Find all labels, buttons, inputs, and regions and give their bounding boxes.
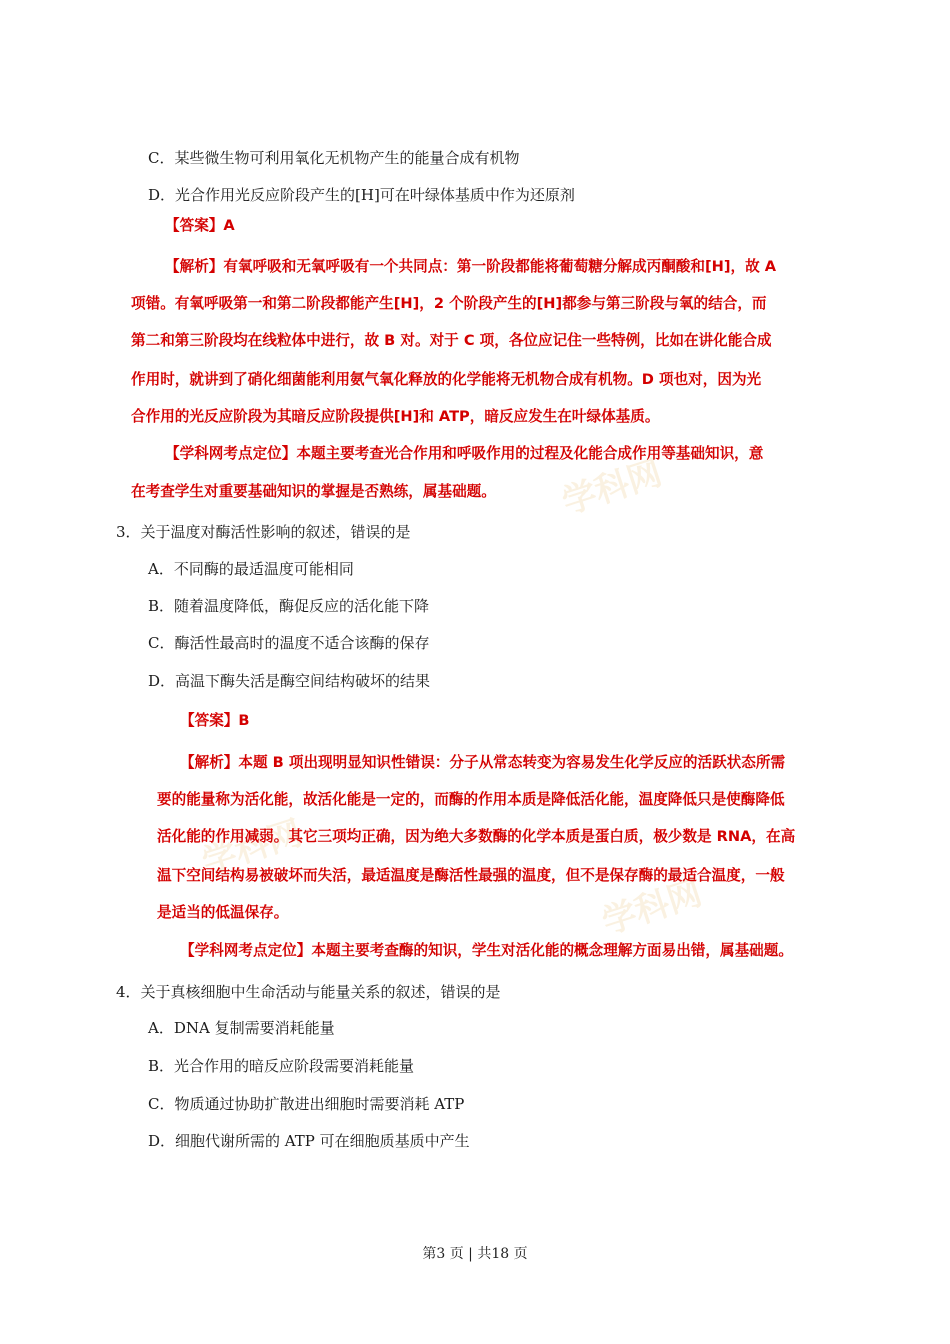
option-b: B．光合作用的暗反应阶段需要消耗能量 <box>148 1057 415 1075</box>
explanation-text: 本题 B 项出现明显知识性错误：分子从常态转变为容易发生化学反应的活跃状态所需 <box>238 754 786 771</box>
option-a: A．DNA 复制需要消耗能量 <box>148 1019 335 1037</box>
answer-value: B <box>238 712 250 729</box>
page-footer: 第3 页 | 共18 页 <box>422 1246 528 1262</box>
explanation-text: 有氧呼吸和无氧呼吸有一个共同点：第一阶段都能将葡萄糖分解成丙酮酸和[H]，故 A <box>223 258 777 275</box>
explanation-line: 活化能的作用减弱。其它三项均正确，因为绝大多数酶的化学本质是蛋白质，极少数是 RNA，在高 <box>157 828 796 845</box>
answer-tag: 【答案】 <box>180 712 239 729</box>
watermark: 学科网 <box>557 453 667 523</box>
option-c: C．某些微生物可利用氧化无机物产生的能量合成有机物 <box>148 149 520 167</box>
question-stem: 4．关于真核细胞中生命活动与能量关系的叙述，错误的是 <box>116 983 501 1001</box>
question-stem: 3．关于温度对酶活性影响的叙述，错误的是 <box>116 523 411 541</box>
option-d: D．细胞代谢所需的 ATP 可在细胞质基质中产生 <box>148 1132 470 1150</box>
option-d: D．光合作用光反应阶段产生的[H]可在叶绿体基质中作为还原剂 <box>148 186 575 204</box>
explanation-line: 是适当的低温保存。 <box>157 904 289 921</box>
explanation-line: 作用时，就讲到了硝化细菌能利用氨气氧化释放的化学能将无机物合成有机物。D 项也对，因为光 <box>131 371 762 388</box>
explanation-line <box>180 753 785 773</box>
focus-line: 在考查学生对重要基础知识的掌握是否熟练，属基础题。 <box>131 483 496 500</box>
focus-line <box>180 941 793 961</box>
option-b: B．随着温度降低，酶促反应的活化能下降 <box>148 597 430 615</box>
option-c: C．酶活性最高时的温度不适合该酶的保存 <box>148 634 430 652</box>
watermark: 学科网 <box>197 813 307 883</box>
explanation-tag: 【解析】 <box>180 754 239 771</box>
option-c: C．物质通过协助扩散进出细胞时需要消耗 ATP <box>148 1095 465 1113</box>
focus-text: 本题主要考查光合作用和呼吸作用的过程及化能合成作用等基础知识，意 <box>296 445 764 462</box>
answer-line <box>180 711 250 731</box>
focus-tag: 【学科网考点定位】 <box>180 942 312 959</box>
focus-tag: 【学科网考点定位】 <box>165 445 297 462</box>
option-a: A．不同酶的最适温度可能相同 <box>148 560 354 578</box>
explanation-line: 项错。有氧呼吸第一和第二阶段都能产生[H]，2 个阶段产生的[H]都参与第三阶段与氧的结合，而 <box>131 295 767 312</box>
answer-value: A <box>223 217 235 234</box>
explanation-line: 要的能量称为活化能，故活化能是一定的，而酶的作用本质是降低活化能，温度降低只是使酶降低 <box>157 791 785 808</box>
explanation-line: 第二和第三阶段均在线粒体中进行，故 B 对。对于 C 项，各位应记住一些特例，比如在讲化能合成 <box>131 332 772 349</box>
watermark: 学科网 <box>597 873 707 943</box>
explanation-line: 合作用的光反应阶段为其暗反应阶段提供[H]和 ATP，暗反应发生在叶绿体基质。 <box>131 408 660 425</box>
answer-line <box>165 216 235 236</box>
answer-tag: 【答案】 <box>165 217 224 234</box>
focus-text: 本题主要考查酶的知识，学生对活化能的概念理解方面易出错，属基础题。 <box>311 942 793 959</box>
explanation-line <box>165 257 776 277</box>
focus-line <box>165 444 763 464</box>
explanation-tag: 【解析】 <box>165 258 224 275</box>
option-d: D．高温下酶失活是酶空间结构破坏的结果 <box>148 672 431 690</box>
explanation-line: 温下空间结构易被破坏而失活，最适温度是酶活性最强的温度，但不是保存酶的最适合温度，一般 <box>157 867 785 884</box>
